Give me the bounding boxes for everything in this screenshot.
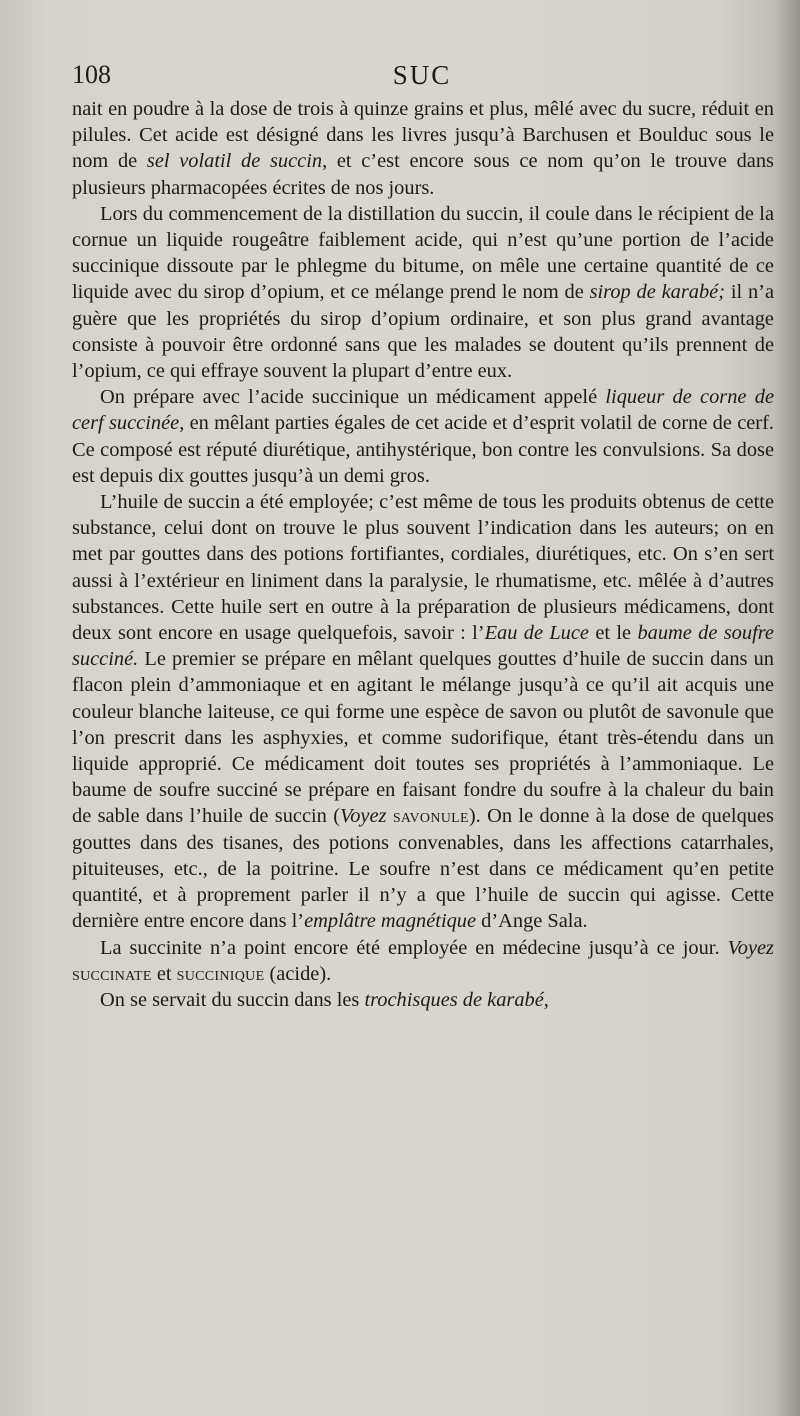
text-run: savonule <box>392 805 469 828</box>
text-run: , et c’est encore sous ce nom qu’on le trouve dans plusieurs pharmacopées écrites de nos jours. <box>72 150 774 199</box>
page-number: 108 <box>72 60 111 89</box>
paragraph-sirop-de-karabe <box>72 201 774 384</box>
page-header <box>72 60 772 94</box>
text-run: , <box>543 988 549 1011</box>
text-run: baume de soufre succiné. <box>72 622 774 671</box>
text-run: et le <box>588 622 638 645</box>
text-run: il n’a guère que les propriétés du sirop d’opium ordinaire, et son plus grand avantage consiste à pouvoir être ordonné sans que les malades se doutent qu’ils prennent de l’opium, ce qui effraye souvent la plupart d’entre eux. <box>72 281 774 383</box>
text-run: Lors du commencement de la distillation du succin, il coule dans le récipient de la cornue un liquide rougeâtre faiblement acide, qui n’est qu’une portion de l’acide succinique dissoute par le phlegme du bitume, on mêle une certaine quantité de ce liquide avec du sirop d’opium, et ce mélange prend le nom de <box>72 202 774 304</box>
text-run: On prépare avec l’acide succinique un médicament appelé <box>100 386 606 409</box>
text-run: La succinite n’a point encore été employée en médecine jusqu’à ce jour. <box>100 936 728 959</box>
text-run: ). On le donne à la dose de quelques gouttes dans des tisanes, des potions convenables, dans les affections catarrhales, pituiteuses, etc., de la poitrine. Le soufre n’est dans ce médicament qu’en petite quantité, et à proprement parler il n’y a que l’huile de succin qui agisse. Cette dernière entre encore dans l’ <box>72 805 774 933</box>
text-run: Voyez <box>340 805 387 828</box>
text-run: trochisques de karabé <box>364 988 544 1011</box>
text-run: succinique <box>176 962 265 985</box>
text-run: Eau de Luce <box>484 622 589 645</box>
text-run: nait en poudre à la dose de trois à quinze grains et plus, mêlé avec du sucre, réduit en pilules. Cet acide est désigné dans les livres jusqu’à Barchusen et Boulduc sous le nom de <box>72 98 774 173</box>
text-run: Le premier se prépare en mêlant quelques gouttes d’huile de succin dans un flacon plein d’ammoniaque et en agitant le mélange jusqu’à ce qu’il ait acquis une couleur blanche laiteuse, ce qui forme une espèce de savon ou plutôt de savonule que l’on prescrit dans les asphyxies, et comme sudorifique, étant très-étendu dans un liquide approprié. Ce médicament doit toutes ses propriétés à l’ammoniaque. Le baume de soufre succiné se prépare en faisant fondre du soufre à la chaleur du bain de sable dans l’huile de succin ( <box>72 648 774 828</box>
paragraph-succinite <box>72 935 774 987</box>
text-run: emplâtre magnétique <box>304 910 477 933</box>
body-text <box>72 96 774 1013</box>
running-head: SUC <box>392 60 452 90</box>
paragraph-continued <box>72 96 774 201</box>
text-run: , en mêlant parties égales de cet acide et d’esprit volatil de corne de cerf. Ce composé est réputé diurétique, antihystérique, bon contre les convulsions. Sa dose est depuis dix gouttes jusqu’à un demi gros. <box>72 412 774 487</box>
text-run: sirop de karabé; <box>589 281 726 304</box>
text-run: Voyez <box>727 936 774 959</box>
text-run: et <box>151 962 177 985</box>
text-run: sel volatil de succin <box>146 150 323 173</box>
text-run: liqueur de corne de cerf succinée <box>72 386 774 435</box>
paragraph-liqueur-de-corne <box>72 384 774 489</box>
page-spine-shadow <box>774 0 800 1416</box>
paragraph-trochisques <box>72 987 774 1013</box>
paragraph-huile-de-succin <box>72 489 774 934</box>
text-run: d’Ange Sala. <box>476 910 588 933</box>
text-run: On se servait du succin dans les <box>100 988 365 1011</box>
text-run: (acide). <box>264 962 332 985</box>
text-run: succinate <box>72 962 152 985</box>
text-run: L’huile de succin a été employée; c’est même de tous les produits obtenus de cette substance, celui dont on trouve le plus souvent l’indication dans les auteurs; on en met par gouttes dans des potions fortifiantes, cordiales, diurétiques, etc. On s’en sert aussi à l’extérieur en liniment dans la paralysie, le rhumatisme, etc. mêlée à d’autres substances. Cette huile sert en outre à la préparation de plusieurs médicamens, dont deux sont encore en usage quelquefois, savoir : l’ <box>72 491 774 645</box>
